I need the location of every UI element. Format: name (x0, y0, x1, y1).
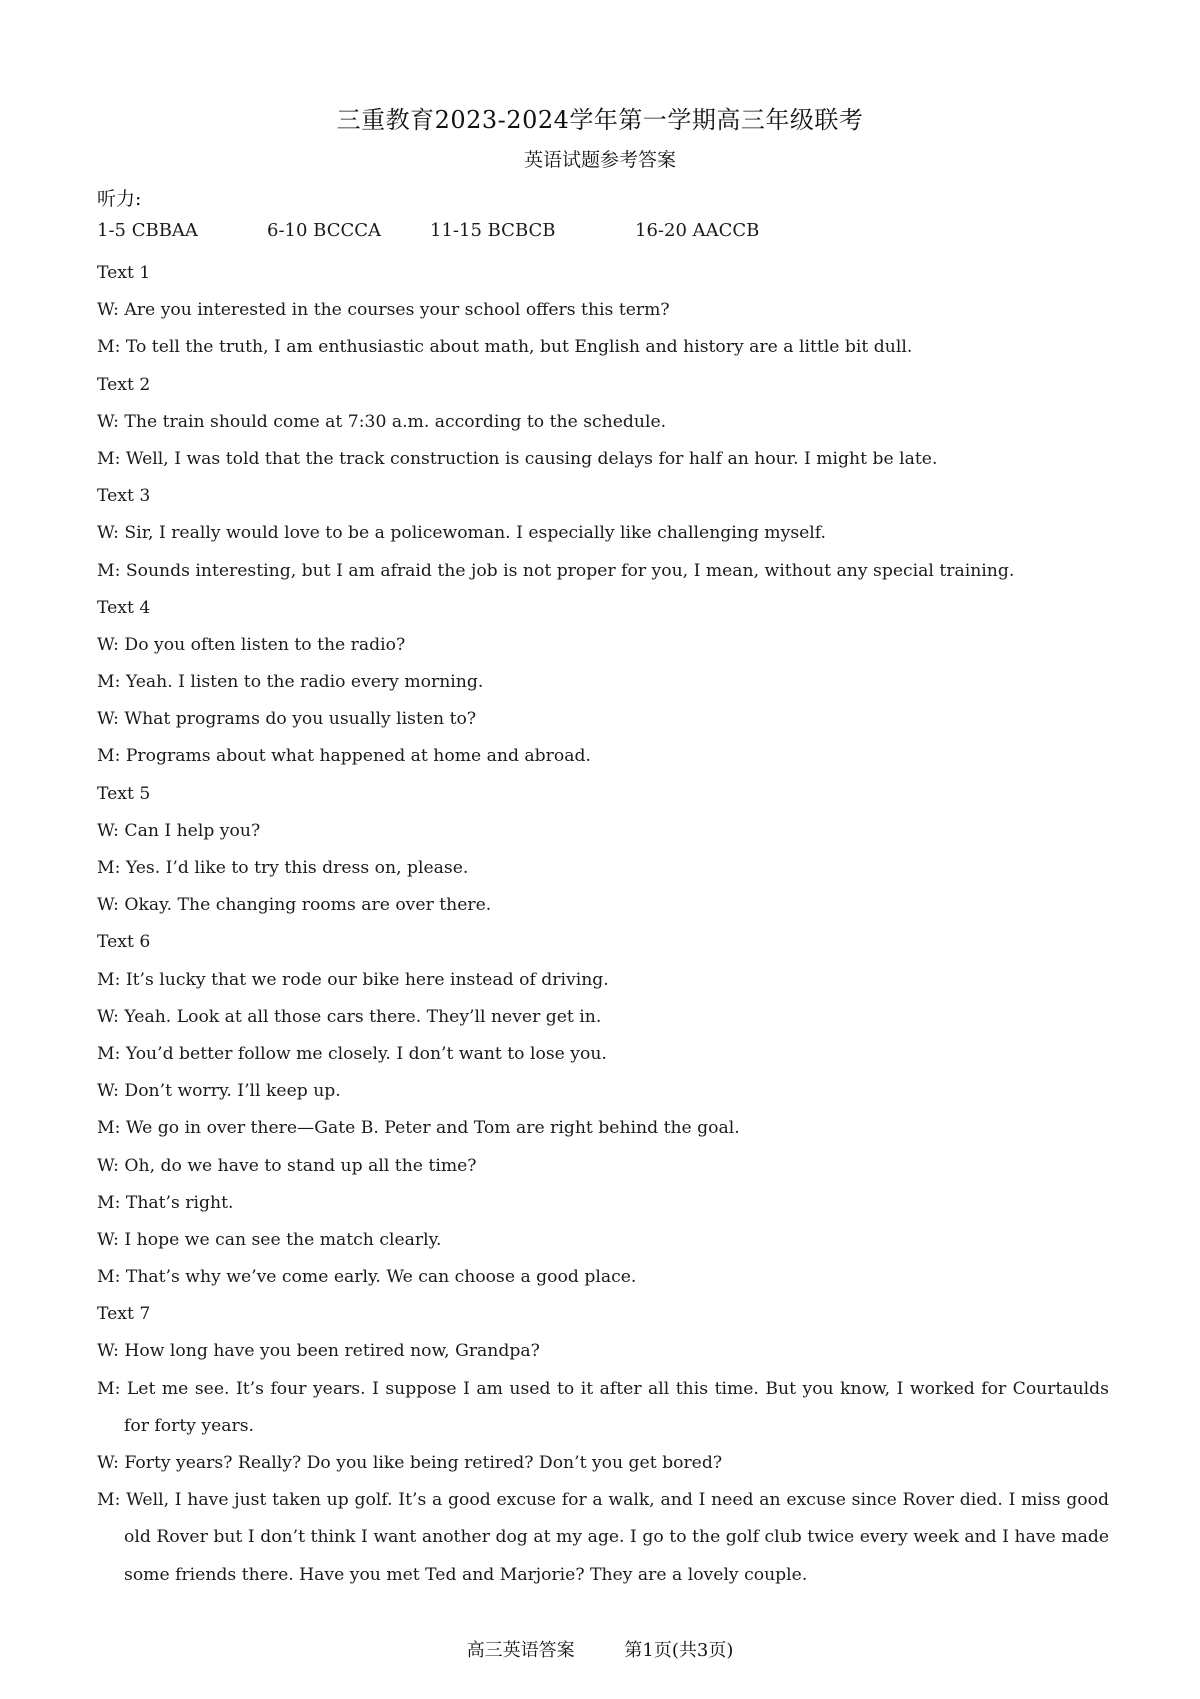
dialogue-line: M: You’d better follow me closely. I don’t want to lose you. (97, 1043, 607, 1064)
text-heading: Text 6 (97, 932, 151, 953)
text-heading: Text 1 (97, 263, 151, 283)
dialogue-line: M: Yes. I’d like to try this dress on, please. (97, 858, 469, 878)
listening-transcript (97, 255, 1109, 1594)
answer-group: 1-5 CBBAA (97, 220, 198, 241)
dialogue-line: M: Let me see. It’s four years. I suppose I am used to it after all this time. But you know, I worked for Courtaulds for forty years. (97, 1378, 1109, 1436)
dialogue-line: W: Can I help you? (97, 820, 261, 841)
page-title: 三重教育2023-2024学年第一学期高三年级联考 (336, 106, 864, 134)
dialogue-line: W: The train should come at 7:30 a.m. according to the schedule. (97, 411, 667, 432)
text-heading: Text 4 (97, 597, 151, 618)
listening-section-label: 听力: (97, 188, 142, 210)
text-heading: Text 2 (97, 374, 151, 395)
dialogue-line: W: Forty years? Really? Do you like being retired? Don’t you get bored? (97, 1453, 723, 1474)
dialogue-line: W: Yeah. Look at all those cars there. They’ll never get in. (97, 1006, 602, 1027)
dialogue-line: M: That’s right. (97, 1192, 234, 1213)
dialogue-line: W: Sir, I really would love to be a policewoman. I especially like challenging myself. (97, 523, 827, 544)
answer-group: 16-20 AACCB (635, 220, 760, 241)
dialogue-line: M: Well, I have just taken up golf. It’s a good excuse for a walk, and I need an excuse since Rover died. I miss good old Rover but I don’t think I want another dog at my age. I go to the golf club twice every week and I have made some friends there. Have you met Ted and Marjorie? They are a lovely couple. (97, 1490, 1109, 1585)
footer-subject: 高三英语答案 (466, 1640, 575, 1661)
dialogue-line: W: Oh, do we have to stand up all the time? (97, 1155, 477, 1176)
answer-group: 6-10 BCCCA (267, 220, 382, 241)
dialogue-line: M: It’s lucky that we rode our bike here instead of driving. (97, 969, 609, 990)
page-subtitle: 英语试题参考答案 (523, 149, 676, 171)
dialogue-line: W: Don’t worry. I’ll keep up. (97, 1081, 341, 1102)
dialogue-line: W: What programs do you usually listen to? (97, 709, 477, 730)
dialogue-line: W: Do you often listen to the radio? (97, 634, 406, 655)
dialogue-line: M: That’s why we’ve come early. We can choose a good place. (97, 1267, 637, 1288)
dialogue-line: M: Sounds interesting, but I am afraid the job is not proper for you, I mean, without any special training. (97, 560, 1015, 581)
dialogue-line: M: Yeah. I listen to the radio every morning. (97, 672, 484, 693)
dialogue-line: W: Okay. The changing rooms are over there. (97, 895, 492, 916)
text-heading: Text 3 (97, 486, 151, 507)
dialogue-line: M: We go in over there—Gate B. Peter and Tom are right behind the goal. (97, 1118, 740, 1139)
dialogue-line: W: I hope we can see the match clearly. (97, 1229, 442, 1250)
dialogue-line: W: How long have you been retired now, Grandpa? (97, 1341, 540, 1362)
dialogue-line: M: To tell the truth, I am enthusiastic about math, but English and history are a little bit dull. (97, 337, 913, 358)
answer-group: 11-15 BCBCB (430, 220, 556, 241)
dialogue-line: W: Are you interested in the courses your school offers this term? (97, 300, 670, 321)
page-footer (0, 1636, 1200, 1662)
text-heading: Text 5 (97, 783, 151, 804)
dialogue-line: M: Well, I was told that the track construction is causing delays for half an hour. I might be late. (97, 448, 938, 469)
answer-key-row (97, 220, 997, 244)
dialogue-line: M: Programs about what happened at home and abroad. (97, 746, 591, 767)
footer-page-number: 第1页(共3页) (624, 1640, 734, 1661)
text-heading: Text 7 (97, 1304, 151, 1325)
